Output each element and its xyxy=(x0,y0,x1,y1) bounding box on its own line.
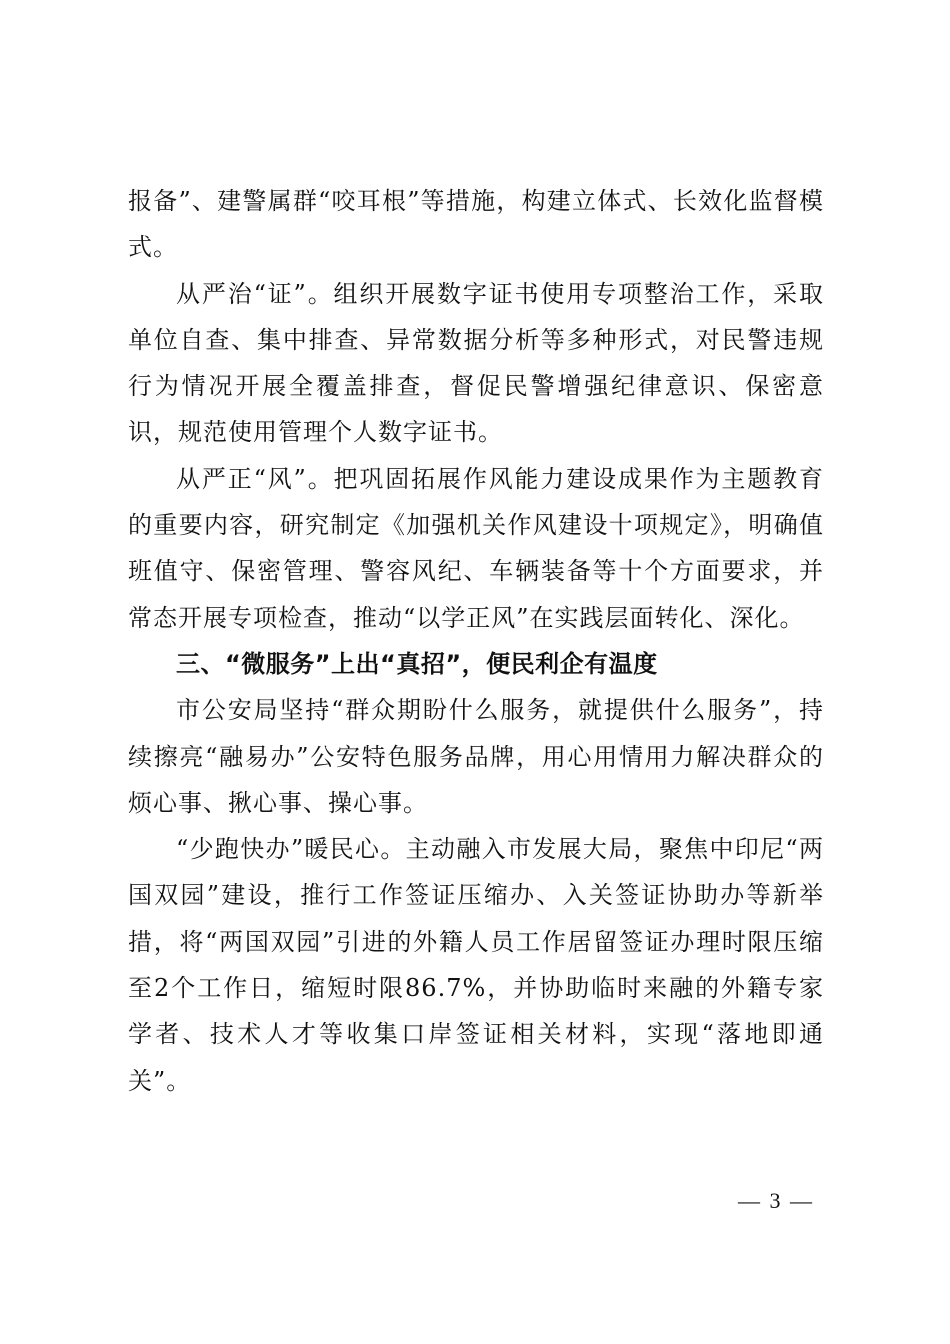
paragraph-strict-style: 从严正“风”。把巩固拓展作风能力建设成果作为主题教育的重要内容，研究制定《加强机关作风建设十项规定》，明确值班值守、保密管理、警容风纪、车辆装备等十个方面要求，并常态开展专项检查，推动“以学正风”在实践层面转化、深化。 xyxy=(128,464,824,632)
page-number: — 3 — xyxy=(738,1188,814,1213)
section-heading: 三、“微服务”上出“真招”，便民利企有温度 xyxy=(176,649,658,678)
body-text xyxy=(128,178,824,1104)
paragraph-fast-processing: “少跑快办”暖民心。主动融入市发展大局，聚焦中印尼“两国双园”建设，推行工作签证压缩办、入关签证协助办等新举措，将“两国双园”引进的外籍人员工作居留签证办理时限压缩至2个工作日，缩短时限86.7%，并协助临时来融的外籍专家学者、技术人才等收集口岸签证相关材料，实现“落地即通关”。 xyxy=(128,835,824,1095)
paragraph-strict-certificate: 从严治“证”。组织开展数字证书使用专项整治工作，采取单位自查、集中排查、异常数据分析等多种形式，对民警违规行为情况开展全覆盖排查，督促民警增强纪律意识、保密意识，规范使用管理个人数字证书。 xyxy=(128,279,824,447)
paragraph-service-intro: 市公安局坚持“群众期盼什么服务，就提供什么服务”，持续擦亮“融易办”公安特色服务品牌，用心用情用力解决群众的烦心事、揪心事、操心事。 xyxy=(128,696,824,817)
paragraph-continuation: 报备”、建警属群“咬耳根”等措施，构建立体式、长效化监督模式。 xyxy=(128,187,824,262)
